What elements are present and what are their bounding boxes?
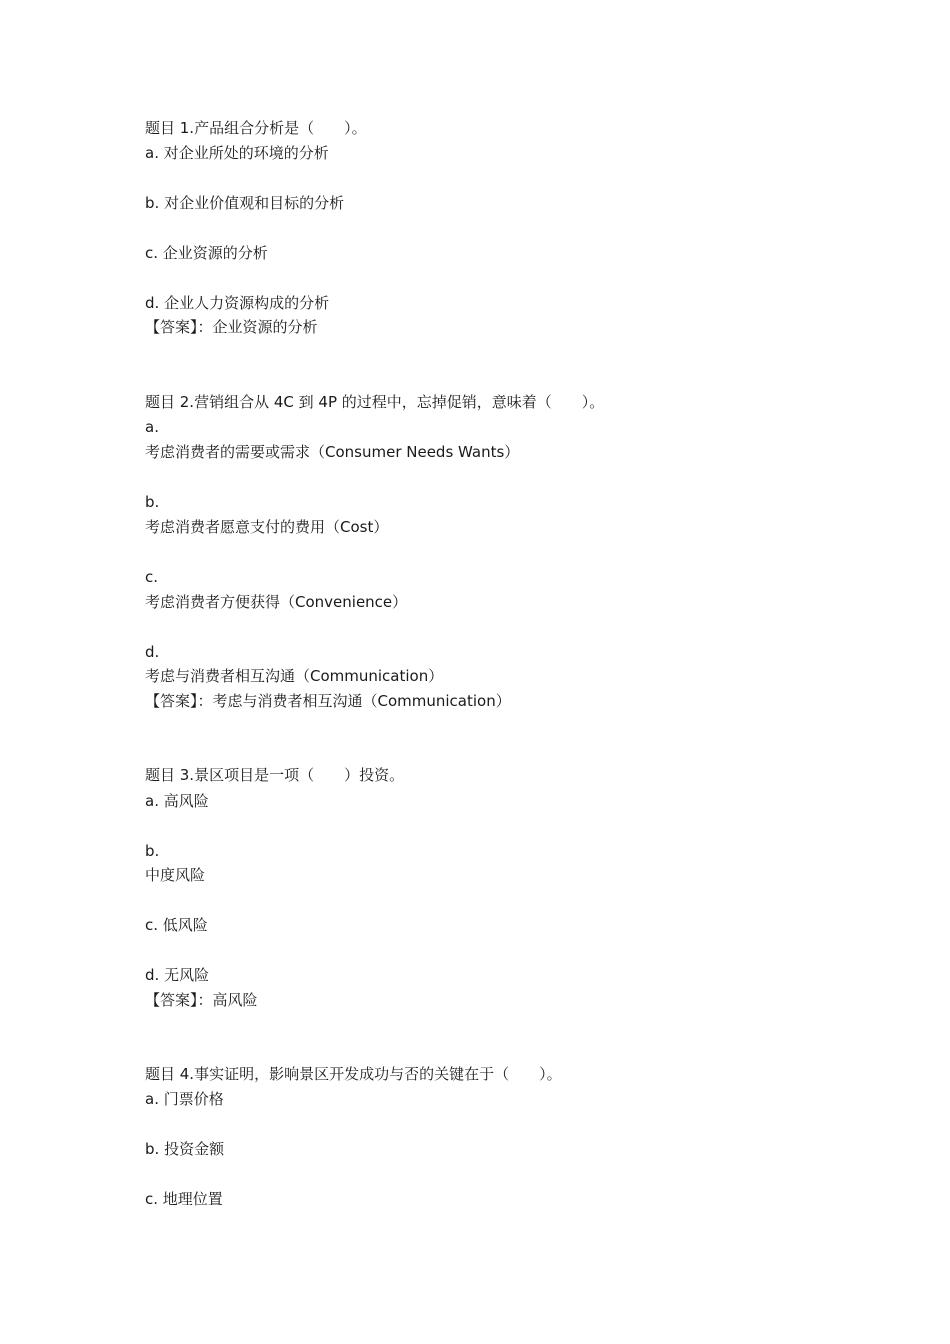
question-4-option-c: c. 地理位置	[145, 1190, 223, 1208]
question-3-option-b-letter: b.	[145, 842, 160, 860]
question-2-option-d-text: 考虑与消费者相互沟通（Communication）	[145, 667, 444, 685]
question-3-option-a: a. 高风险	[145, 792, 209, 810]
question-2-option-d-letter: d.	[145, 643, 160, 661]
question-1-option-c: c. 企业资源的分析	[145, 244, 268, 262]
question-3-option-c: c. 低风险	[145, 916, 208, 934]
question-4-option-a: a. 门票价格	[145, 1090, 224, 1108]
question-1-answer: 【答案】：企业资源的分析	[145, 318, 318, 336]
question-1-option-d: d. 企业人力资源构成的分析	[145, 294, 330, 312]
question-2-option-b-text: 考虑消费者愿意支付的费用（Cost）	[145, 518, 389, 536]
question-4-option-b: b. 投资金额	[145, 1140, 225, 1158]
question-3-answer: 【答案】：高风险	[145, 991, 258, 1009]
question-3-option-b-text: 中度风险	[145, 866, 206, 884]
question-2-option-b-letter: b.	[145, 493, 160, 511]
question-2-option-a-text: 考虑消费者的需要或需求（Consumer Needs Wants）	[145, 443, 520, 461]
question-1-option-a: a. 对企业所处的环境的分析	[145, 144, 329, 162]
question-2-answer: 【答案】：考虑与消费者相互沟通（Communication）	[145, 692, 511, 710]
question-2-option-a-letter: a.	[145, 418, 159, 436]
question-3-option-d: d. 无风险	[145, 966, 210, 984]
question-4-stem: 题目 4.事实证明，影响景区开发成功与否的关键在于（ ）。	[145, 1065, 562, 1083]
question-2-option-c-letter: c.	[145, 568, 159, 586]
question-1-stem: 题目 1.产品组合分析是（ ）。	[145, 119, 367, 137]
question-3-stem: 题目 3.景区项目是一项（ ）投资。	[145, 766, 405, 784]
question-2-stem: 题目 2.营销组合从 4C 到 4P 的过程中，忘掉促销，意味着（ ）。	[145, 393, 605, 411]
question-1-option-b: b. 对企业价值观和目标的分析	[145, 194, 345, 212]
question-2-option-c-text: 考虑消费者方便获得（Convenience）	[145, 593, 408, 611]
